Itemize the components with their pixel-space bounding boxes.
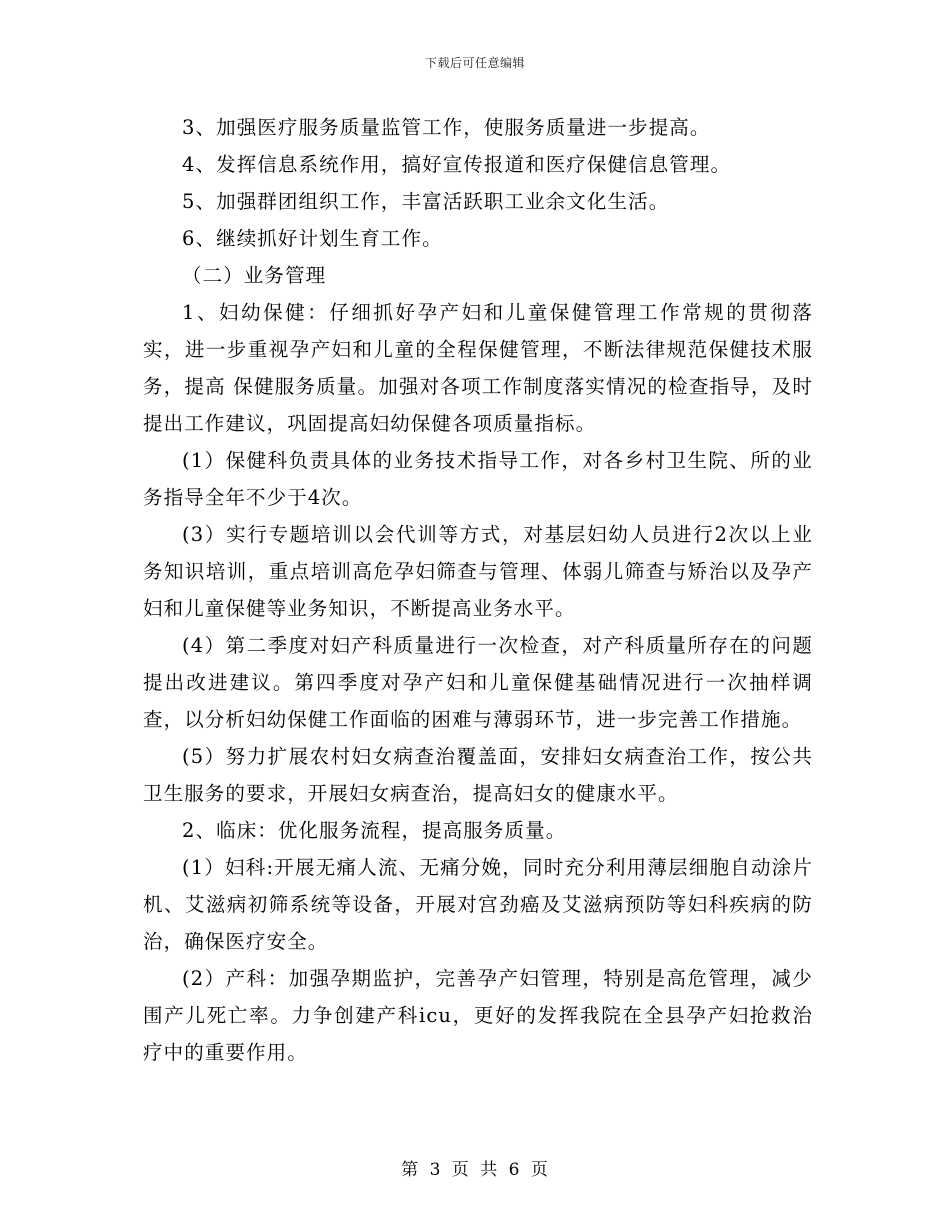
paragraph-sub-5: (5）努力扩展农村妇女病查治覆盖面，安排妇女病查治工作，按公共卫生服务的要求，开展妇女病查治，提高妇女的健康水平。 [143, 745, 813, 805]
paragraph-sub-3: (3）实行专题培训以会代训等方式，对基层妇幼人员进行2次以上业务知识培训，重点培训高危孕妇筛查与管理、体弱儿筛查与矫治以及孕产妇和儿童保健等业务知识，不断提高业务水平。 [143, 523, 813, 620]
paragraph-gynecology: (1）妇科:开展无痛人流、无痛分娩，同时充分利用薄层细胞自动涂片机、艾滋病初筛系统等设备，开展对宫劲癌及艾滋病预防等妇科疾病的防治，确保医疗安全。 [143, 856, 813, 953]
paragraph-sub-4: (4）第二季度对妇产科质量进行一次检查，对产科质量所存在的问题提出改进建议。第四季度对孕产妇和儿童保健基础情况进行一次抽样调查，以分析妇幼保健工作面临的困难与薄弱环节，进一步完善工作措施。 [143, 634, 813, 731]
paragraph-item-6: 6、继续抓好计划生育工作。 [182, 227, 443, 250]
paragraph-maternal-child-health: 1、妇幼保健：仔细抓好孕产妇和儿童保健管理工作常规的贯彻落实，进一步重视孕产妇和儿童的全程保健管理，不断法律规范保健技术服务，提高 保健服务质量。加强对各项工作制度落实情况的检查指导，及时提出工作建议，巩固提高妇幼保健各项质量指标。 [143, 301, 813, 435]
paragraph-clinical: 2、临床：优化服务流程，提高服务质量。 [182, 819, 567, 842]
header-note: 下载后可任意编辑 [424, 56, 525, 70]
paragraph-item-4: 4、发挥信息系统作用，搞好宣传报道和医疗保健信息管理。 [182, 153, 732, 176]
document-body [143, 109, 813, 1071]
paragraph-sub-1: (1）保健科负责具体的业务技术指导工作，对各乡村卫生院、所的业务指导全年不少于4次。 [143, 449, 813, 509]
section-heading-business: （二）业务管理 [182, 264, 327, 287]
paragraph-item-5: 5、加强群团组织工作，丰富活跃职工业余文化生活。 [182, 190, 670, 213]
paragraph-item-3: 3、加强医疗服务质量监管工作，使服务质量进一步提高。 [182, 116, 711, 139]
page-number: 第 3 页 共 6 页 [401, 1160, 549, 1180]
paragraph-obstetrics: (2）产科：加强孕期监护，完善孕产妇管理，特别是高危管理，减少围产儿死亡率。力争创建产科icu，更好的发挥我院在全县孕产妇抢救治疗中的重要作用。 [143, 967, 813, 1064]
